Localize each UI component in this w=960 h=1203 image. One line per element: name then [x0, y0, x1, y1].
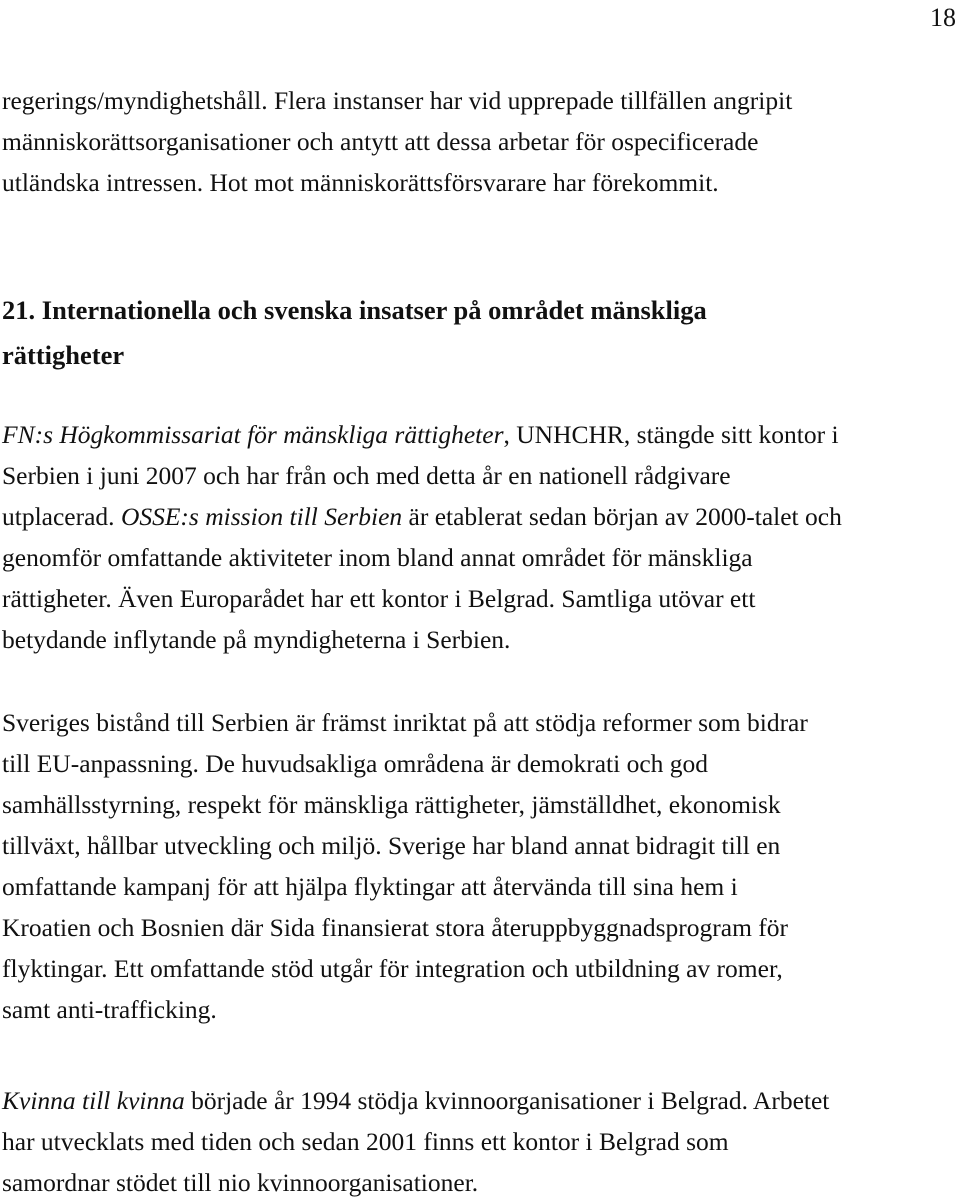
- section-heading: [2, 288, 952, 378]
- organisation-name-unhchr: FN:s Högkommissariat för mänskliga rättigheter: [2, 420, 504, 449]
- paragraph-line: samordnar stödet till nio kvinnoorganisationer.: [2, 1168, 479, 1197]
- paragraph-line: [2, 414, 952, 455]
- paragraph-line: utländska intressen. Hot mot människorättsförsvarare har förekommit.: [2, 168, 719, 197]
- paragraph-international-actors: [2, 414, 952, 660]
- paragraph-line: [2, 496, 952, 537]
- paragraph-line: genomför omfattande aktiviteter inom bland annat området för mänskliga: [2, 543, 753, 572]
- paragraph-line: Sveriges bistånd till Serbien är främst inriktat på att stödja reformer som bidrar: [2, 708, 808, 737]
- text-run: är etablerat sedan början av 2000-talet och: [402, 502, 842, 531]
- paragraph-line: rättigheter. Även Europarådet har ett kontor i Belgrad. Samtliga utövar ett: [2, 584, 756, 613]
- paragraph-intro: [2, 80, 952, 203]
- paragraph-line: till EU-anpassning. De huvudsakliga områdena är demokrati och god: [2, 749, 709, 778]
- organisation-name-kvinna-till-kvinna: Kvinna till kvinna: [2, 1086, 185, 1115]
- paragraph-line: betydande inflytande på myndigheterna i Serbien.: [2, 625, 511, 654]
- paragraph-swedish-aid: [2, 702, 952, 1030]
- paragraph-line: Kroatien och Bosnien där Sida finansierat stora återuppbyggnadsprogram för: [2, 913, 789, 942]
- paragraph-line: tillväxt, hållbar utveckling och miljö. Sverige har bland annat bidragit till en: [2, 831, 781, 860]
- paragraph-line: samt anti-trafficking.: [2, 995, 217, 1024]
- paragraph-line: har utvecklats med tiden och sedan 2001 finns ett kontor i Belgrad som: [2, 1127, 729, 1156]
- heading-line: rättigheter: [2, 340, 125, 370]
- paragraph-line: [2, 1080, 952, 1121]
- text-run: utplacerad.: [2, 502, 121, 531]
- page-number: 18: [930, 3, 956, 32]
- paragraph-line: omfattande kampanj för att hjälpa flyktingar att återvända till sina hem i: [2, 872, 738, 901]
- text-run: , UNHCHR, stängde sitt kontor i: [503, 420, 839, 449]
- paragraph-line: regerings/myndighetshåll. Flera instanser har vid upprepade tillfällen angripit: [2, 86, 793, 115]
- text-run: började år 1994 stödja kvinnoorganisationer i Belgrad. Arbetet: [184, 1086, 830, 1115]
- paragraph-line: flyktingar. Ett omfattande stöd utgår för integration och utbildning av romer,: [2, 954, 783, 983]
- paragraph-line: samhällsstyrning, respekt för mänskliga rättigheter, jämställdhet, ekonomisk: [2, 790, 781, 819]
- paragraph-kvinna-till-kvinna: [2, 1080, 952, 1203]
- paragraph-line: Serbien i juni 2007 och har från och med detta år en nationell rådgivare: [2, 461, 731, 490]
- paragraph-line: människorättsorganisationer och antytt att dessa arbetar för ospecificerade: [2, 127, 759, 156]
- organisation-name-osse: OSSE:s mission till Serbien: [120, 502, 403, 531]
- heading-line: 21. Internationella och svenska insatser på området mänskliga: [2, 295, 707, 325]
